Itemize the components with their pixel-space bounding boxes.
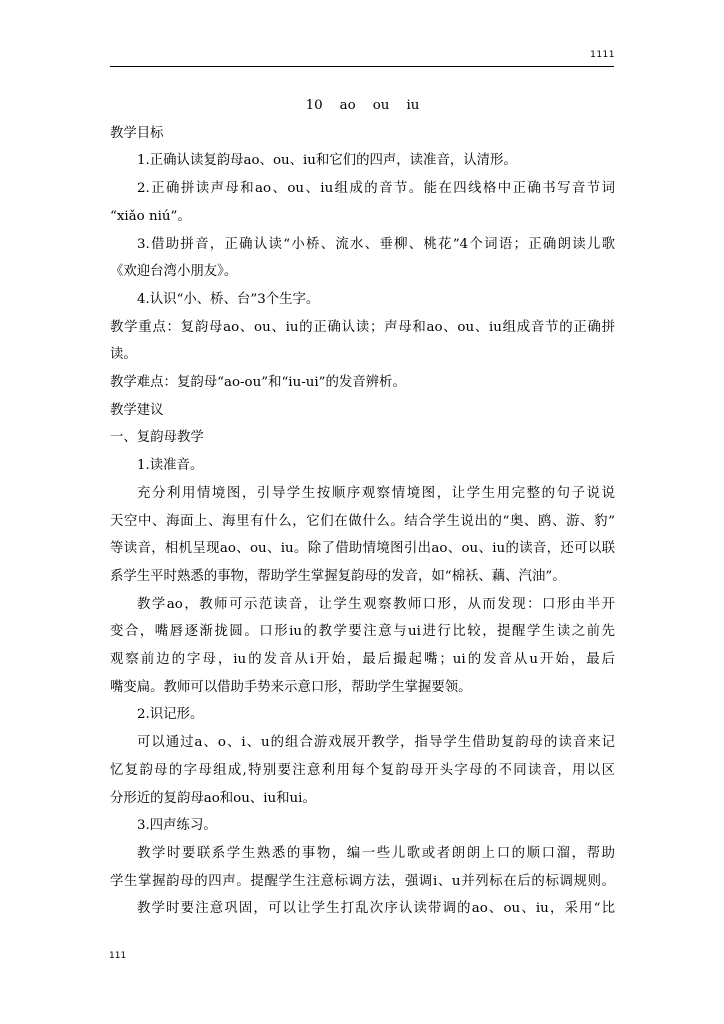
key-points: 教学重点：复韵母ao、ou、iu的正确认读；声母和ao、ou、iu组成音节的正确拼 — [110, 319, 615, 335]
paragraph-line: 天空中、海面上、海里有什么，它们在做什么。结合学生说出的“奥、鸥、游、豹” — [110, 513, 615, 529]
paragraph-line: 忆复韵母的字母组成,特别要注意利用每个复韵母开头字母的不同读音，用以区 — [110, 762, 615, 778]
paragraph-line: 嘴变扁。教师可以借助手势来示意口形，帮助学生掌握要领。 — [110, 679, 472, 695]
goal-item-4: 4.认识“小、桥、台”3个生字。 — [137, 291, 320, 307]
key-points-cont: 读。 — [110, 347, 137, 363]
section-heading-suggestions: 教学建议 — [110, 402, 164, 418]
item-heading-pronunciation: 1.读准音。 — [137, 458, 204, 474]
difficulties: 教学难点：复韵母“ao-ou”和“iu-ui”的发音辨析。 — [110, 375, 406, 391]
goal-item-1: 1.正确认读复韵母ao、ou、iu和它们的四声，读准音，认清形。 — [137, 153, 517, 169]
item-heading-tones: 3.四声练习。 — [137, 818, 217, 834]
subsection-heading-1: 一、复韵母教学 — [110, 430, 204, 446]
paragraph-line: 教学时要联系学生熟悉的事物，编一些儿歌或者朗朗上口的顺口溜，帮助 — [137, 845, 615, 861]
paragraph-line: 等读音，相机呈现ao、ou、iu。除了借助情境图引出ao、ou、iu的读音，还可以联 — [110, 541, 615, 557]
item-heading-shape: 2.识记形。 — [137, 707, 204, 723]
paragraph-line: 观察前边的字母，iu的发音从i开始，最后撮起嘴；ui的发音从u开始，最后 — [110, 652, 615, 668]
paragraph-line: 教学ao，教师可示范读音，让学生观察教师口形，从而发现：口形由半开 — [137, 596, 615, 612]
paragraph-line: 变合，嘴唇逐渐拢圆。口形iu的教学要注意与ui进行比较，提醒学生读之前先 — [110, 624, 615, 640]
goal-item-3-cont: 《欢迎台湾小朋友》。 — [110, 264, 238, 280]
paragraph-line: 学生掌握韵母的四声。提醒学生注意标调方法，强调i、u并列标在后的标调规则。 — [110, 873, 615, 889]
lesson-title: 10 ao ou iu — [305, 98, 420, 113]
paragraph-line: 分形近的复韵母ao和ou、iu和ui。 — [110, 790, 316, 806]
paragraph-line: 充分利用情境图，引导学生按顺序观察情境图，让学生用完整的句子说说 — [137, 485, 615, 501]
section-heading-goals: 教学目标 — [110, 125, 164, 141]
paragraph-line: 系学生平时熟悉的事物，帮助学生掌握复韵母的发音，如“棉袄、藕、汽油”。 — [110, 568, 566, 584]
goal-item-3: 3.借助拼音，正确认读“小桥、流水、垂柳、桃花”4个词语；正确朗读儿歌 — [137, 236, 615, 252]
goal-item-2: 2.正确拼读声母和ao、ou、iu组成的音节。能在四线格中正确书写音节词 — [137, 181, 615, 197]
paragraph-line: 教学时要注意巩固，可以让学生打乱次序认读带调的ao、ou、iu，采用“比 — [137, 901, 615, 917]
footer-page-number: 111 — [109, 951, 127, 961]
header-page-number: 1111 — [590, 50, 615, 60]
document-body — [110, 92, 615, 923]
goal-item-2-cont: “xiǎo niú”。 — [110, 208, 191, 224]
paragraph-line: 可以通过a、o、i、u的组合游戏展开教学，指导学生借助复韵母的读音来记 — [137, 735, 615, 751]
header-rule — [110, 66, 614, 67]
